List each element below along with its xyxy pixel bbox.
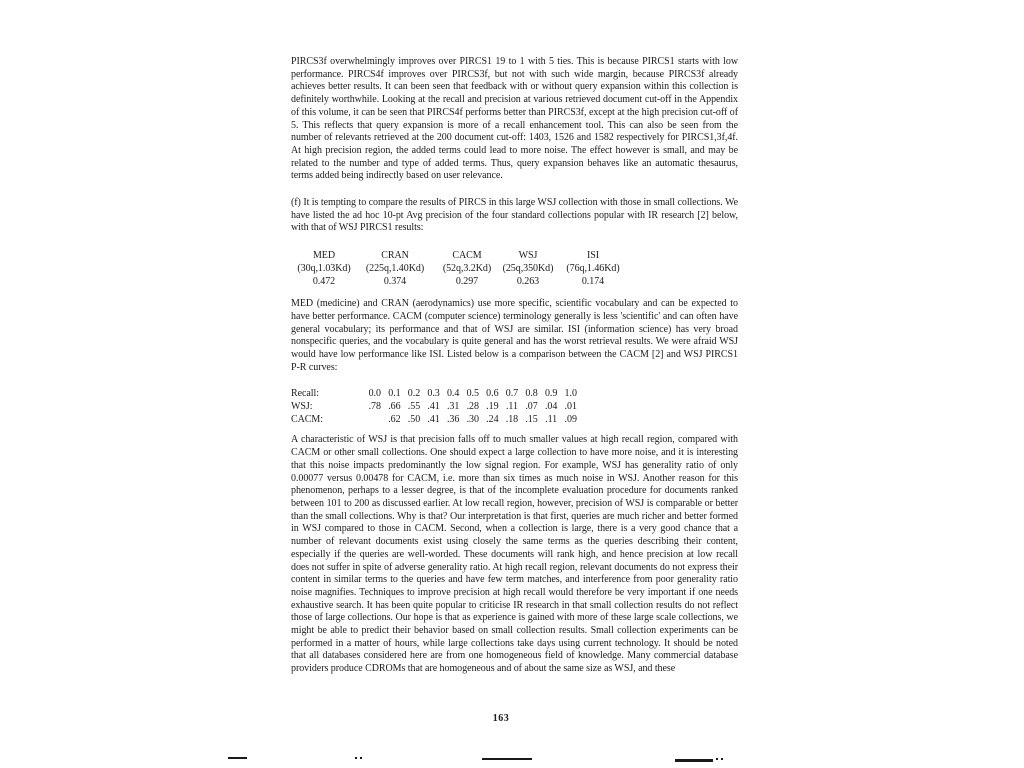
- paragraph-wsj-analysis: A characteristic of WSJ is that precision falls off to much smaller values at high recall region, compared with CACM or other small collections. One should expect a large collection to have more noise, and it is interesting that this noise impacts predominantly the low signal region. For example, WSJ has generality ratio of only 0.00077 versus 0.00478 for CACM, i.e. more than six times as much noise in WSJ. Another reason for this phenomenon, perhaps to a lesser degree, is that of the incomplete evaluation procedure for documents ranked between 101 to 200 as discussed earlier. At low recall region, however, precision of WSJ is comparable or better than the small collections. Why is that? Our interpretation is that first, queries are much richer and better formed in WSJ compared to those in CACM. Second, when a collection is large, there is a very good chance that a number of relevant documents exist using closely the same terms as the queries describing their content, especially if the queries are well-worded. These documents will rank high, and hence precision at low recall does not suffer in spite of adverse generality ratio. At high recall region, relevant documents do not express their content in similar terms to the queries and have few term matches, and interference from poor generality ratio noise magnifies. Techniques to improve precision at high recall would therefore be very important if one needs exhaustive search. It has been quite popular to criticise IR research in that small collection results do not reflect those of large collections. Our hope is that as experience is gained with more of these large scale collections, we might be able to predict their behavior based on small collection results. Small collection experiments can be performed in a matter of hours, while large collections take days using current technology. It should be noted that all databases considered here are from one homogeneous field of knowledge. Many commercial database providers produce CDROMs that are homogeneous and of about the same size as WSJ, and these: [291, 434, 738, 675]
- collection-name: WSJ: [518, 250, 538, 262]
- collections-table-column-cacm: [435, 250, 499, 288]
- pr-row-label: WSJ:: [291, 401, 313, 413]
- collections-precision-table: [293, 250, 629, 288]
- collection-detail: (76q,1.46Kd): [566, 262, 620, 274]
- scan-artifact-line: [675, 759, 713, 762]
- collection-name: ISI: [586, 250, 600, 262]
- collection-value: 0.174: [581, 275, 605, 287]
- collection-value: 0.472: [312, 275, 336, 287]
- pr-table-row-recall: Recall: 0.0 0.1 0.2 0.3 0.4 0.5 0.6 0.7 0.8 0.9 1.0: [291, 388, 577, 400]
- collections-table-column-cran: [355, 250, 435, 288]
- scan-artifact-line: [228, 757, 247, 759]
- collections-table-column-med: [293, 250, 355, 288]
- precision-recall-table: [291, 388, 738, 426]
- scan-artifact-dots: [716, 758, 724, 760]
- collection-value: 0.374: [383, 275, 407, 287]
- collection-value: 0.263: [516, 275, 540, 287]
- collection-value: 0.297: [455, 275, 479, 287]
- text-column: [291, 56, 738, 676]
- paragraph-vocabulary-discussion: MED (medicine) and CRAN (aerodynamics) use more specific, scientific vocabulary and can be expected to have better performance. CACM (computer science) terminology generally is less 'scientific' and can often have general vocabulary; its performance and that of WSJ are similar. ISI (information science) has very broad nonspecific queries, and the vocabulary is quite general and has the worst retrieval results. We were afraid WSJ would have low performance like ISI. Listed below is a comparison between the CACM [2] and WSJ PIRCS1 P-R curves:: [291, 298, 738, 373]
- pr-table-row-wsj: WSJ: .78 .66 .55 .41 .31 .28 .19 .11 .07 .04 .01: [291, 401, 577, 413]
- paragraph-query-expansion-results: PIRCS3f overwhelmingly improves over PIRCS1 19 to 1 with 5 ties. This is because PIRCS1 starts with low performance. PIRCS4f improves over PIRCS3f, but not with such wide margin, because PIRCS3f already achieves better results. It can been seen that feedback with or without query expansion within this collection is definitely worthwhile. Looking at the recall and precision at various retrieved document cut-off in the Appendix of this volume, it can be seen that PIRCS4f performs better than PIRCS3f, except at the high precision cut-off of 5. This reflects that query expansion is more of a recall enhancement tool. This can also be seen from the number of relevants retrieved at the 200 document cut-off: 1403, 1526 and 1582 respectively for PIRCS1,3f,4f. At high precision region, the added terms could lead to more noise. The effect however is small, and may be related to the number and type of added terms. Thus, query expansion behaves like an automatic thesaurus, terms added being indirectly based on user relevance.: [291, 56, 738, 182]
- scan-artifact-dots: [355, 757, 365, 759]
- collection-detail: (25q,350Kd): [502, 262, 554, 274]
- page-number: 163: [492, 713, 510, 724]
- collection-name: MED: [312, 250, 336, 262]
- collection-name: CACM: [452, 250, 482, 262]
- scan-artifact-line: [482, 758, 532, 760]
- collection-detail: (52q,3.2Kd): [442, 262, 492, 274]
- collection-name: CRAN: [381, 250, 409, 262]
- collection-detail: (225q,1.40Kd): [365, 262, 425, 274]
- pr-row-label: Recall:: [291, 388, 319, 400]
- pr-table-row-cacm: CACM: .62 .50 .41 .36 .30 .24 .18 .15 .11 .09: [291, 413, 577, 425]
- pr-row-label: CACM:: [291, 413, 323, 425]
- collections-table-column-isi: [557, 250, 629, 288]
- collections-table-column-wsj: [499, 250, 557, 288]
- paragraph-collection-comparison-intro: (f) It is tempting to compare the results of PIRCS in this large WSJ collection with those in small collections. We have listed the ad hoc 10-pt Avg precision of the four standard collections popular with IR research [2] below, with that of WSJ PIRCS1 results:: [291, 197, 738, 234]
- collection-detail: (30q,1.03Kd): [297, 262, 351, 274]
